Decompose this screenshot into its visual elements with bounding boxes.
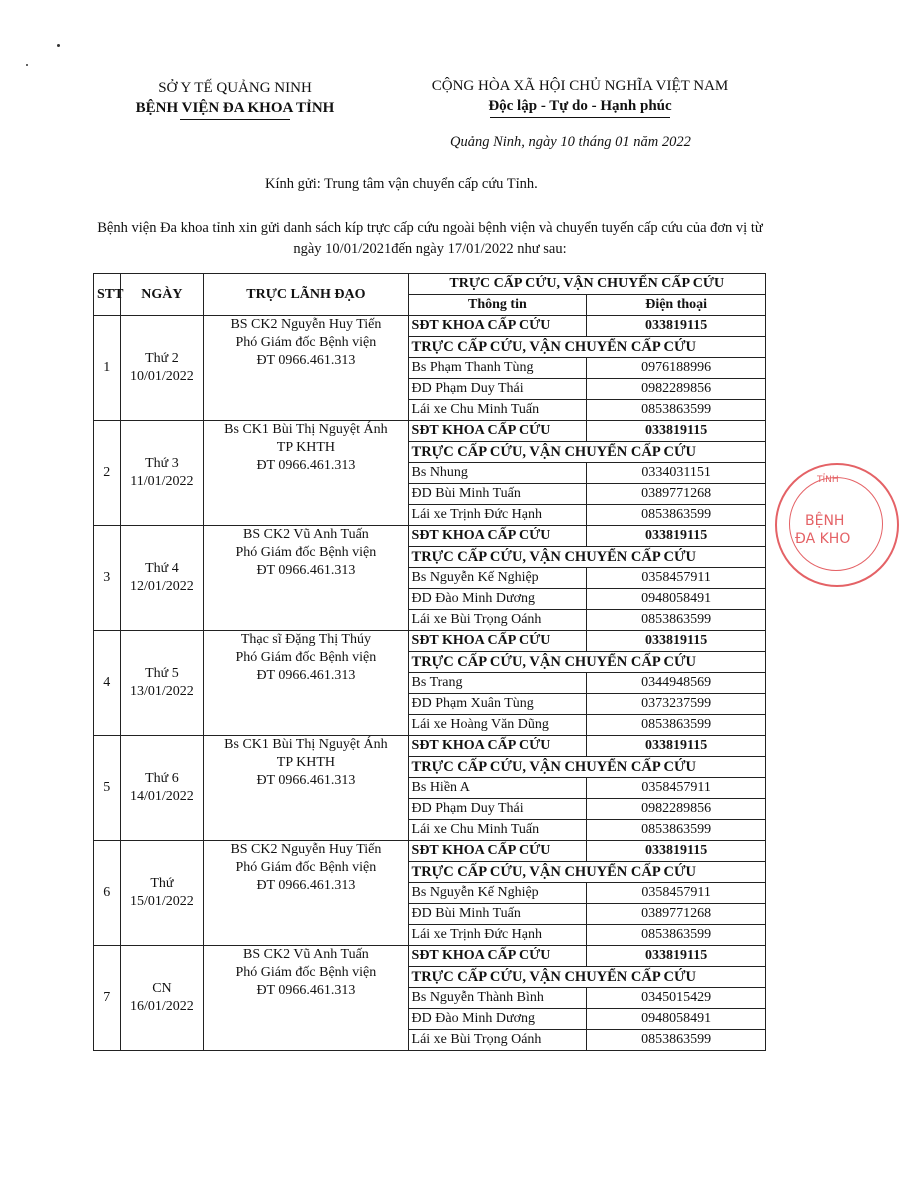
duty-subheader: TRỰC CẤP CỨU, VẬN CHUYỂN CẤP CỨU [408,757,765,778]
staff-phone: 0345015429 [587,988,766,1009]
duty-schedule-table [93,273,766,1051]
table-row [94,526,766,547]
stt-cell: 5 [94,736,121,841]
leader-title: Phó Giám đốc Bệnh viện [235,965,377,980]
hotline-phone: 033819115 [587,421,766,442]
table-row [94,841,766,862]
day-cell [120,631,204,736]
table-header-row [94,274,766,295]
staff-name: ĐD Đào Minh Dương [408,589,587,610]
stt-cell: 1 [94,316,121,421]
day-cell [120,526,204,631]
duty-subheader: TRỰC CẤP CỨU, VẬN CHUYỂN CẤP CỨU [408,442,765,463]
staff-phone: 0853863599 [587,925,766,946]
leader-cell [204,526,408,631]
staff-phone: 0976188996 [587,358,766,379]
leader-name: BS CK2 Vũ Anh Tuấn [243,947,369,962]
date: 16/01/2022 [130,999,194,1014]
hospital-name: BỆNH VIỆN ĐA KHOA TỈNH [135,100,335,116]
stt-cell: 7 [94,946,121,1051]
table-row [94,316,766,337]
staff-phone: 0389771268 [587,904,766,925]
staff-phone: 0389771268 [587,484,766,505]
stt-cell: 2 [94,421,121,526]
date: 12/01/2022 [130,579,194,594]
duty-subheader: TRỰC CẤP CỨU, VẬN CHUYỂN CẤP CỨU [408,967,765,988]
hotline-label: SĐT KHOA CẤP CỨU [408,736,587,757]
intro-paragraph: Bệnh viện Đa khoa tỉnh xin gửi danh sách kíp trực cấp cứu ngoài bệnh viện và chuyển tuyến cấp cứu của đơn vị từ ngày 10/01/2021đến ngày 17/01/2022 như sau: [97,220,763,257]
stamp-text: ĐA KHO [795,531,851,547]
department-name: SỞ Y TẾ QUẢNG NINH [158,80,312,96]
leader-cell [204,631,408,736]
duty-subheader: TRỰC CẤP CỨU, VẬN CHUYỂN CẤP CỨU [408,652,765,673]
duty-subheader: TRỰC CẤP CỨU, VẬN CHUYỂN CẤP CỨU [408,547,765,568]
leader-phone: ĐT 0966.461.313 [256,668,356,683]
leader-phone: ĐT 0966.461.313 [256,563,356,578]
staff-name: ĐD Phạm Duy Thái [408,379,587,400]
hotline-phone: 033819115 [587,526,766,547]
weekday: Thứ [150,876,174,891]
staff-name: ĐD Phạm Duy Thái [408,799,587,820]
staff-phone: 0948058491 [587,1009,766,1030]
leader-title: TP KHTH [276,755,335,770]
staff-phone: 0358457911 [587,883,766,904]
stt-cell: 3 [94,526,121,631]
table-row [94,421,766,442]
staff-phone: 0853863599 [587,400,766,421]
header-phone: Điện thoại [587,295,766,316]
weekday: Thứ 3 [145,456,179,471]
recipient-line: Kính gửi: Trung tâm vận chuyển cấp cứu Tỉnh. [265,176,538,192]
staff-name: Bs Nguyễn Kế Nghiệp [408,883,587,904]
staff-name: Lái xe Hoàng Văn Dũng [408,715,587,736]
hotline-label: SĐT KHOA CẤP CỨU [408,631,587,652]
leader-cell [204,316,408,421]
leader-title: Phó Giám đốc Bệnh viện [235,860,377,875]
staff-name: Bs Hiền A [408,778,587,799]
hotline-phone: 033819115 [587,316,766,337]
staff-phone: 0948058491 [587,589,766,610]
staff-name: Lái xe Chu Minh Tuấn [408,820,587,841]
hospital-stamp [775,463,899,587]
hotline-phone: 033819115 [587,946,766,967]
document-date: Quảng Ninh, ngày 10 tháng 01 năm 2022 [450,134,691,150]
staff-phone: 0853863599 [587,1030,766,1051]
staff-name: Bs Trang [408,673,587,694]
hotline-phone: 033819115 [587,736,766,757]
divider [490,117,670,118]
staff-phone: 0358457911 [587,778,766,799]
leader-cell [204,736,408,841]
staff-phone: 0334031151 [587,463,766,484]
staff-phone: 0853863599 [587,505,766,526]
stamp-text: TỈNH [817,475,839,485]
leader-cell [204,421,408,526]
country-name: CỘNG HÒA XÃ HỘI CHỦ NGHĨA VIỆT NAM [431,78,729,94]
leader-title: Phó Giám đốc Bệnh viện [235,545,377,560]
table-row [94,736,766,757]
staff-name: ĐD Bùi Minh Tuấn [408,904,587,925]
weekday: CN [152,981,172,996]
leader-name: Thạc sĩ Đặng Thị Thúy [240,632,371,647]
leader-name: BS CK2 Nguyễn Huy Tiến [230,317,382,332]
hotline-label: SĐT KHOA CẤP CỨU [408,841,587,862]
divider [180,119,290,120]
staff-phone: 0358457911 [587,568,766,589]
staff-name: Lái xe Trịnh Đức Hạnh [408,505,587,526]
staff-phone: 0853863599 [587,715,766,736]
leader-title: TP KHTH [276,440,335,455]
date: 15/01/2022 [130,894,194,909]
agency-header [105,80,365,120]
staff-name: Bs Nguyễn Kế Nghiệp [408,568,587,589]
duty-subheader: TRỰC CẤP CỨU, VẬN CHUYỂN CẤP CỨU [408,862,765,883]
table-row [94,946,766,967]
date: 11/01/2022 [130,474,194,489]
table-row [94,631,766,652]
stt-cell: 6 [94,841,121,946]
weekday: Thứ 5 [145,666,179,681]
hotline-phone: 033819115 [587,631,766,652]
staff-phone: 0982289856 [587,379,766,400]
staff-name: ĐD Đào Minh Dương [408,1009,587,1030]
day-cell [120,421,204,526]
staff-phone: 0853863599 [587,610,766,631]
leader-cell [204,946,408,1051]
staff-name: Bs Nguyễn Thành Bình [408,988,587,1009]
leader-title: Phó Giám đốc Bệnh viện [235,335,377,350]
national-header [410,78,750,118]
date: 10/01/2022 [130,369,194,384]
duty-subheader: TRỰC CẤP CỨU, VẬN CHUYỂN CẤP CỨU [408,337,765,358]
hotline-label: SĐT KHOA CẤP CỨU [408,421,587,442]
day-cell [120,946,204,1051]
leader-phone: ĐT 0966.461.313 [256,458,356,473]
staff-phone: 0373237599 [587,694,766,715]
staff-name: ĐD Phạm Xuân Tùng [408,694,587,715]
hotline-label: SĐT KHOA CẤP CỨU [408,946,587,967]
staff-phone: 0344948569 [587,673,766,694]
staff-name: Bs Phạm Thanh Tùng [408,358,587,379]
scan-speck [26,64,28,66]
leader-name: Bs CK1 Bùi Thị Nguyệt Ánh [224,422,388,437]
stamp-text: BỆNH [805,513,845,529]
staff-phone: 0982289856 [587,799,766,820]
staff-name: ĐD Bùi Minh Tuấn [408,484,587,505]
hotline-label: SĐT KHOA CẤP CỨU [408,316,587,337]
leader-title: Phó Giám đốc Bệnh viện [235,650,377,665]
date: 14/01/2022 [130,789,194,804]
staff-name: Lái xe Trịnh Đức Hạnh [408,925,587,946]
leader-phone: ĐT 0966.461.313 [256,878,356,893]
day-cell [120,316,204,421]
staff-name: Lái xe Chu Minh Tuấn [408,400,587,421]
leader-name: BS CK2 Nguyễn Huy Tiến [230,842,382,857]
day-cell [120,736,204,841]
motto: Độc lập - Tự do - Hạnh phúc [488,98,672,114]
weekday: Thứ 6 [145,771,179,786]
weekday: Thứ 4 [145,561,179,576]
staff-name: Lái xe Bùi Trọng Oánh [408,1030,587,1051]
staff-name: Lái xe Bùi Trọng Oánh [408,610,587,631]
hotline-phone: 033819115 [587,841,766,862]
header-lead: TRỰC LÃNH ĐẠO [204,274,408,316]
header-day: NGÀY [120,274,204,316]
leader-phone: ĐT 0966.461.313 [256,983,356,998]
header-info: Thông tin [408,295,587,316]
hotline-label: SĐT KHOA CẤP CỨU [408,526,587,547]
weekday: Thứ 2 [145,351,179,366]
date: 13/01/2022 [130,684,194,699]
header-stt: STT [94,274,121,316]
day-cell [120,841,204,946]
leader-phone: ĐT 0966.461.313 [256,353,356,368]
leader-phone: ĐT 0966.461.313 [256,773,356,788]
leader-name: BS CK2 Vũ Anh Tuấn [243,527,369,542]
scan-speck [57,44,60,47]
leader-name: Bs CK1 Bùi Thị Nguyệt Ánh [224,737,388,752]
header-group: TRỰC CẤP CỨU, VẬN CHUYỂN CẤP CỨU [408,274,765,295]
stt-cell: 4 [94,631,121,736]
staff-phone: 0853863599 [587,820,766,841]
staff-name: Bs Nhung [408,463,587,484]
leader-cell [204,841,408,946]
